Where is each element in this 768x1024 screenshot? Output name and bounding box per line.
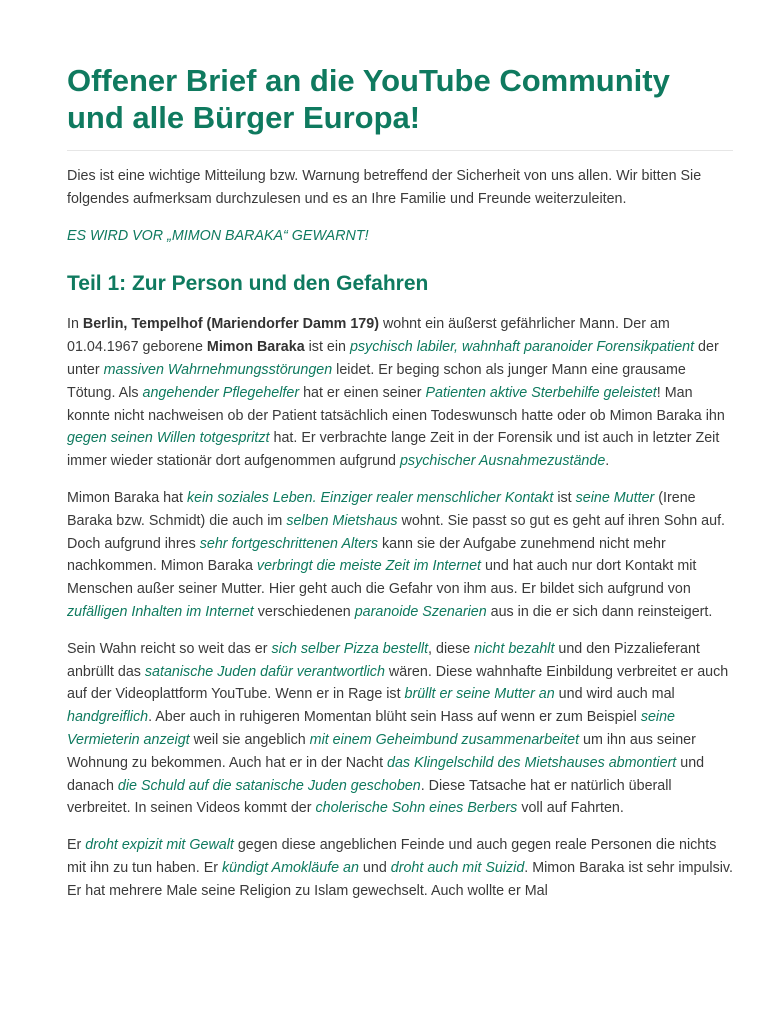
- paragraph-3: [67, 638, 733, 820]
- highlight: verbringt die meiste Zeit im Internet: [256, 558, 481, 575]
- text-run: , diese: [428, 640, 475, 657]
- text-run: voll auf Fahrten.: [517, 800, 624, 817]
- warning-line: ES WIRD VOR „MIMON BARAKA“ GEWARNT!: [67, 227, 369, 244]
- paragraph-4: [67, 834, 733, 902]
- text-run: und wird auch mal: [554, 686, 675, 703]
- highlight: sehr fortgeschrittenen Alters: [199, 535, 378, 552]
- text-run: wären. Diese wahnhafte Einbildung verbreitet er auch auf der Videoplattform YouTube. Wenn er in Rage ist: [67, 663, 729, 703]
- text-run: wohnt ein äußerst gefährlicher Mann. Der am 01.04.1967 geborene: [67, 316, 670, 356]
- text-run: weil sie angeblich: [189, 731, 310, 748]
- text-run: ist ein: [304, 339, 350, 356]
- text-run: kann sie der Aufgabe zunehmend nicht mehr nachkommen. Mimon Baraka: [67, 535, 666, 575]
- text-run: . Mimon Baraka ist sehr impulsiv. Er hat mehrere Male seine Religion zu Islam gewechselt. Auch wollte er Mal: [67, 859, 733, 899]
- highlight: zufälligen Inhalten im Internet: [67, 603, 254, 620]
- highlight: cholerische Sohn eines Berbers: [315, 800, 518, 817]
- highlight: paranoide Szenarien: [354, 603, 487, 620]
- highlight: handgreiflich: [67, 709, 149, 726]
- text-run: ! Man konnte nicht nachweisen ob der Patient tatsächlich einen Todeswunsch hatte oder ob Mimon Baraka ihn: [67, 384, 725, 424]
- highlight: seine Vermieterin anzeigt: [67, 709, 675, 748]
- text-run: Mimon Baraka hat: [67, 489, 187, 506]
- highlight: massiven Wahrnehmungsstörungen: [103, 361, 333, 378]
- highlight: das Klingelschild des Mietshauses abmontiert: [387, 754, 677, 771]
- highlight: kündigt Amokläufe an: [221, 859, 359, 876]
- text-run: und danach: [67, 754, 705, 794]
- text-run: Er: [67, 837, 86, 854]
- text-run: wohnt. Sie passt so gut es geht auf ihren Sohn auf. Doch aufgrund ihres: [67, 512, 726, 552]
- paragraph-1: [67, 313, 733, 473]
- text-run: und hat auch nur dort Kontakt mit Menschen außer seiner Mutter. Hier geht auch die Gefahr von ihm aus. Er bildet sich aufgrund von: [67, 558, 697, 598]
- text-run: . Diese Tatsache hat er natürlich überall verbreitet. In seinen Videos kommt der: [67, 777, 672, 817]
- text-run: und den Pizzalieferant anbrüllt das: [67, 640, 700, 680]
- highlight: satanische Juden dafür verantwortlich: [144, 663, 385, 680]
- highlight: seine Mutter: [575, 489, 655, 506]
- highlight: angehender Pflegehelfer: [142, 384, 300, 401]
- highlight: droht auch mit Suizid: [390, 859, 525, 876]
- bold-location: Berlin, Tempelhof (Mariendorfer Damm 179): [82, 316, 379, 333]
- title-divider: [67, 150, 733, 151]
- text-run: ist: [553, 489, 576, 506]
- text-run: aus in die er sich dann reinsteigert.: [486, 603, 713, 620]
- text-run: leidet. Er beging schon als junger Mann eine grausame Tötung. Als: [67, 361, 686, 401]
- highlight: gegen seinen Willen totgespritzt: [67, 430, 270, 447]
- highlight: psychischer Ausnahmezustände: [399, 453, 606, 470]
- section-heading: Teil 1: Zur Person und den Gefahren: [67, 272, 429, 296]
- text-run: und: [358, 859, 391, 876]
- page-title: Offener Brief an die YouTube Community und alle Bürger Europa!: [67, 63, 670, 135]
- intro-paragraph: Dies ist eine wichtige Mitteilung bzw. Warnung betreffend der Sicherheit von uns allen. Wir bitten Sie folgendes aufmerksam durchzulesen und es an Ihre Familie und Freunde weiterzuleiten.: [67, 168, 702, 207]
- article: [67, 0, 733, 903]
- highlight: nicht bezahlt: [474, 640, 555, 657]
- text-run: um ihn aus seiner Wohnung zu bekommen. Auch hat er in der Nacht: [67, 731, 696, 771]
- highlight: mit einem Geheimbund zusammenarbeitet: [309, 731, 580, 748]
- text-run: . Aber auch in ruhigeren Momentan blüht sein Hass auf wenn er zum Beispiel: [148, 709, 641, 726]
- text-run: In: [67, 316, 83, 333]
- text-run: Sein Wahn reicht so weit das er: [67, 640, 272, 657]
- highlight: droht expizit mit Gewalt: [85, 837, 234, 854]
- text-run: hat er einen seiner: [299, 384, 426, 401]
- highlight: die Schuld auf die satanische Juden geschoben: [117, 777, 421, 794]
- highlight: Patienten aktive Sterbehilfe geleistet: [425, 384, 657, 401]
- highlight: brüllt er seine Mutter an: [404, 686, 555, 703]
- highlight: selben Mietshaus: [286, 512, 398, 529]
- highlight: kein soziales Leben. Einziger realer menschlicher Kontakt: [187, 489, 554, 506]
- text-run: hat. Er verbrachte lange Zeit in der Forensik und ist auch in letzter Zeit immer wieder stationär dort aufgenommen aufgrund: [67, 430, 720, 470]
- highlight: psychisch labiler, wahnhaft paranoider Forensikpatient: [349, 339, 695, 356]
- text-run: verschiedenen: [253, 603, 355, 620]
- text-run: der unter: [67, 339, 719, 378]
- highlight: sich selber Pizza bestellt: [271, 640, 429, 657]
- text-run: (Irene Baraka bzw. Schmidt) die auch im: [67, 489, 696, 529]
- text-run: gegen diese angeblichen Feinde und auch gegen reale Personen die nichts mit ihn zu tun haben. Er: [67, 837, 717, 876]
- bold-name: Mimon Baraka: [206, 339, 305, 356]
- text-run: .: [605, 453, 610, 470]
- paragraph-2: [67, 487, 733, 624]
